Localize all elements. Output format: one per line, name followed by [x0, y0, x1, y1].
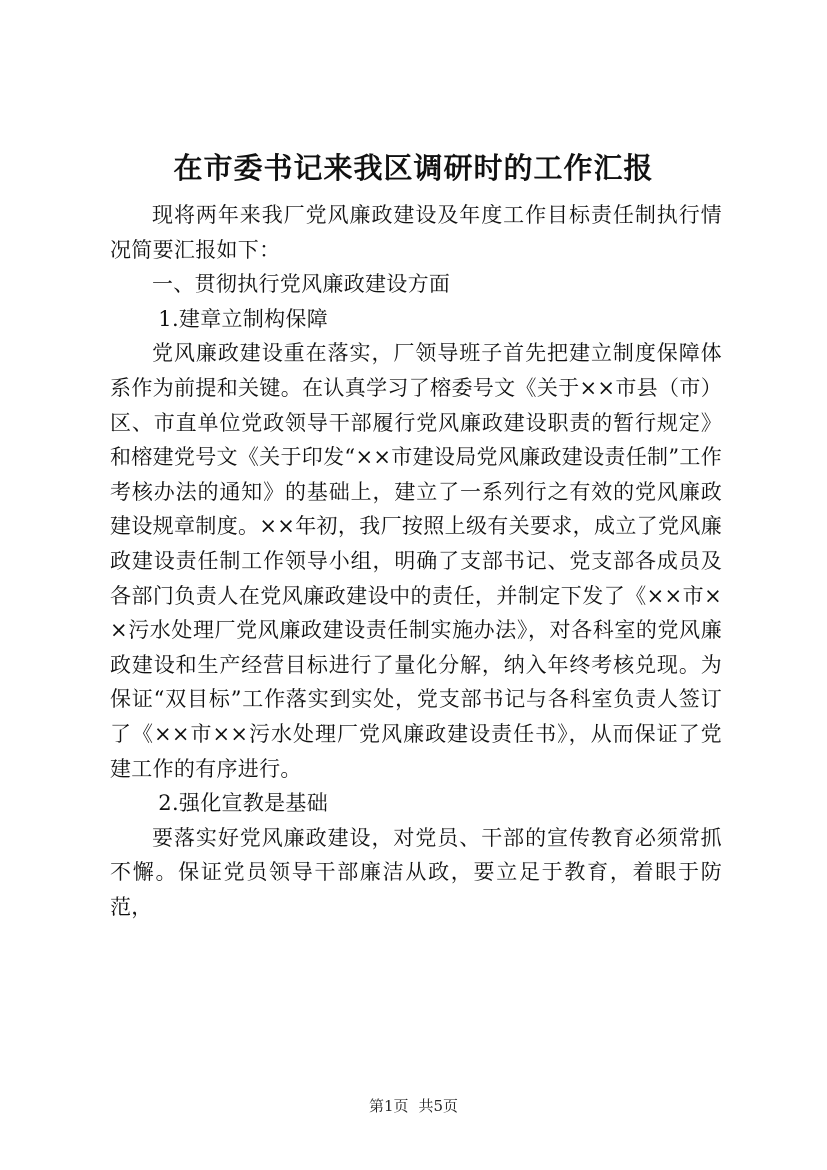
intro-paragraph: 现将两年来我厂党风廉政建设及年度工作目标责任制执行情况简要汇报如下：	[110, 203, 722, 262]
document-title: 在市委书记来我区调研时的工作汇报	[173, 151, 654, 185]
page-footer	[0, 1096, 827, 1116]
page-total: 共5页	[418, 1097, 459, 1115]
body-paragraph-1: 党风廉政建设重在落实，厂领导班子首先把建立制度保障体系作为前提和关键。在认真学习了榕委号文《关于××市县（市）区、市直单位党政领导干部履行党风廉政建设职责的暂行规定》和榕建党号文《关于印发“××市建设局党风廉政建设责任制”工作考核办法的通知》的基础上，建立了一系列行之有效的党风廉政建设规章制度。××年初，我厂按照上级有关要求，成立了党风廉政建设责任制工作领导小组，明确了支部书记、党支部各成员及各部门负责人在党风廉政建设中的责任，并制定下发了《××市××污水处理厂党风廉政建设责任制实施办法》，对各科室的党风廉政建设和生产经营目标进行了量化分解，纳入年终考核兑现。为保证“双目标”工作落实到实处，党支部书记与各科室负责人签订了《××市××污水处理厂党风廉政建设责任书》，从而保证了党建工作的有序进行。	[110, 341, 722, 781]
body-paragraph-2: 要落实好党风廉政建设，对党员、干部的宣传教育必须常抓不懈。保证党员领导干部廉洁从政，要立足于教育，着眼于防范，	[110, 825, 722, 919]
subsection-heading-2: 2.强化宣教是基础	[158, 791, 329, 816]
document-body	[110, 198, 722, 924]
subsection-heading-1: 1.建章立制构保障	[158, 306, 329, 331]
section-heading-1: 一、贯彻执行党风廉政建设方面	[152, 272, 451, 297]
page-number: 第1页	[368, 1097, 409, 1115]
